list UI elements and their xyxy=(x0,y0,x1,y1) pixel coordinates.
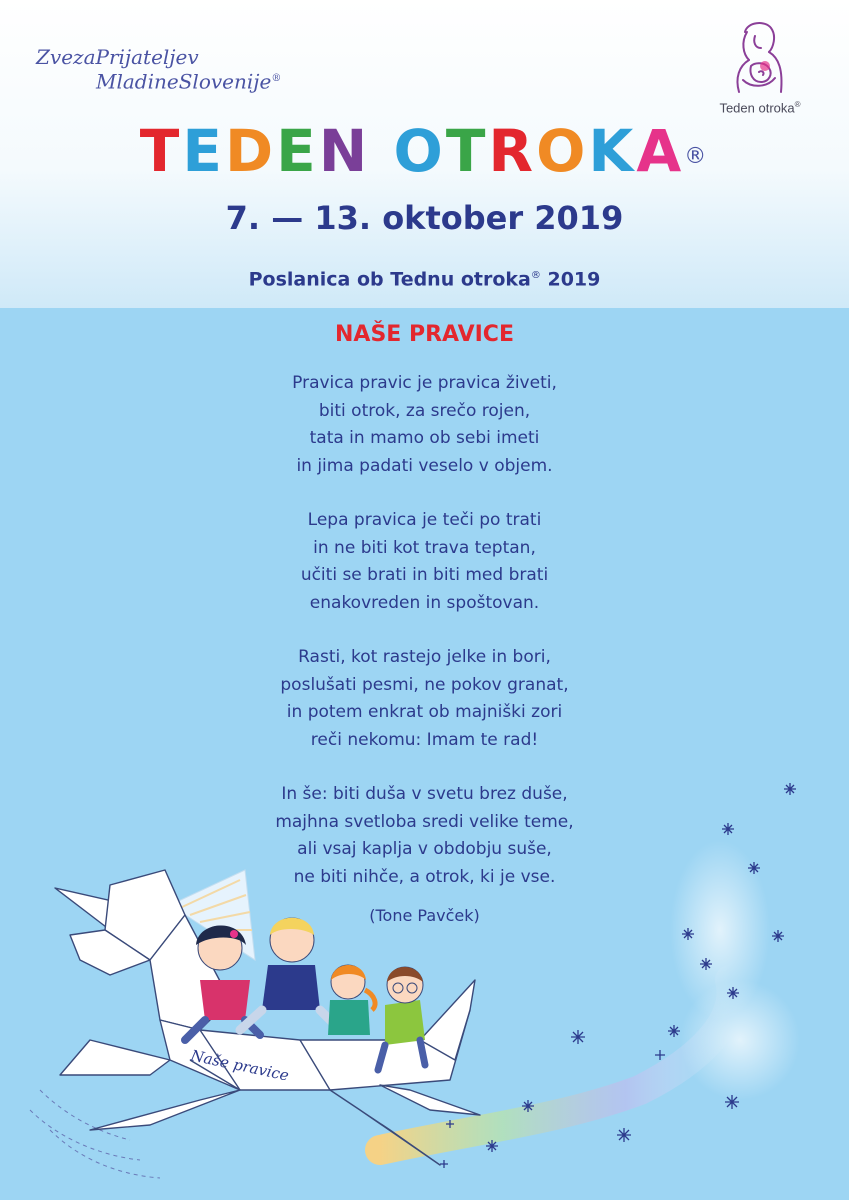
sparkle xyxy=(722,823,734,835)
poem-line: učiti se brati in biti med brati xyxy=(300,565,549,585)
zpms-logo-line2: MladineSlovenije xyxy=(96,69,272,94)
unicorn-front-leg xyxy=(60,1040,170,1075)
zpms-logo-reg: ® xyxy=(271,73,282,84)
sparkle xyxy=(617,1128,631,1142)
page-subtitle xyxy=(0,262,849,293)
sparkle xyxy=(725,1095,739,1109)
title-letter: T xyxy=(445,117,489,185)
poem-line: biti otrok, za srečo rojen, xyxy=(318,400,531,421)
teden-otroka-logo-label: Teden otroka xyxy=(719,100,795,116)
sparkle xyxy=(655,1050,665,1060)
unicorn-back-leg xyxy=(380,1085,480,1115)
poem-line: in potem enkrat ob majniški zori xyxy=(286,702,563,722)
event-dates: 7. — 13. oktober 2019 xyxy=(225,199,624,237)
teden-otroka-logo-text xyxy=(700,100,820,115)
sparkle xyxy=(772,930,784,942)
poem-line: Rasti, kot rastejo jelke in bori, xyxy=(298,647,551,667)
poem-stanza xyxy=(0,507,849,617)
poem-line: poslušati pesmi, ne pokov granat, xyxy=(280,674,569,695)
sparkle xyxy=(440,1160,448,1168)
poem-stanza xyxy=(0,644,849,754)
sparkle xyxy=(784,783,796,795)
poem-line: enakovreden in spoštovan. xyxy=(309,592,540,613)
poem-line: Pravica pravic je pravica živeti, xyxy=(292,373,557,393)
zpms-logo-line2-wrap xyxy=(36,68,281,93)
teden-otroka-logo-reg: ® xyxy=(794,100,801,109)
title-letters xyxy=(140,117,684,185)
poem-line: in ne biti kot trava teptan, xyxy=(313,537,536,558)
poem-author: (Tone Pavček) xyxy=(369,906,480,925)
title-letter: N xyxy=(318,117,371,185)
title-reg: ® xyxy=(684,144,710,169)
mother-child-icon xyxy=(725,18,795,98)
subtitle-reg: ® xyxy=(530,270,541,281)
child-boy-blue xyxy=(240,918,335,1030)
motion-line xyxy=(40,1090,130,1140)
title-letter xyxy=(370,117,393,185)
subtitle-year: 2019 xyxy=(540,268,601,291)
zpms-logo-line1: ZvezaPrijateljev xyxy=(36,45,199,69)
motion-lines xyxy=(30,1090,160,1178)
poem-line: tata in mamo ob sebi imeti xyxy=(309,428,540,448)
poem-stanza xyxy=(0,370,849,480)
poem-line: Lepa pravica je teči po trati xyxy=(307,510,542,530)
title-letter: T xyxy=(139,117,183,185)
page-title xyxy=(0,118,849,184)
sparkle xyxy=(571,1030,585,1044)
title-letter: O xyxy=(536,117,589,185)
poem-line: reči nekomu: Imam te rad! xyxy=(310,729,539,750)
title-letter: O xyxy=(393,117,446,185)
unicorn-illustration xyxy=(0,760,849,1200)
motion-line xyxy=(50,1130,160,1178)
poem-line: majhna svetloba sredi velike teme, xyxy=(275,811,574,832)
poem-line: ali vsaj kaplja v obdobju suše, xyxy=(297,839,552,859)
title-letter: E xyxy=(182,117,225,185)
unicorn-front-leg xyxy=(90,1090,240,1130)
poem-line: In še: biti duša v svetu brez duše, xyxy=(281,784,568,804)
title-letter: R xyxy=(488,117,537,185)
title-letter: K xyxy=(588,117,637,185)
title-letter: E xyxy=(276,117,319,185)
motion-line xyxy=(30,1110,140,1160)
title-letter: D xyxy=(224,117,277,185)
poem-title: NAŠE PRAVICE xyxy=(335,322,514,347)
zpms-logo xyxy=(36,46,281,93)
poem-line: in jima padati veselo v objem. xyxy=(296,455,553,476)
teden-otroka-logo xyxy=(700,18,820,115)
unicorn-text: Naše pravice xyxy=(189,1046,291,1085)
subtitle-text: Poslanica ob Tednu otroka xyxy=(248,268,531,291)
sparkle xyxy=(668,1025,680,1037)
child-girl-green xyxy=(328,965,375,1035)
title-letter: A xyxy=(636,117,685,185)
poem-line: ne biti nihče, a otrok, ki je vse. xyxy=(293,866,556,887)
